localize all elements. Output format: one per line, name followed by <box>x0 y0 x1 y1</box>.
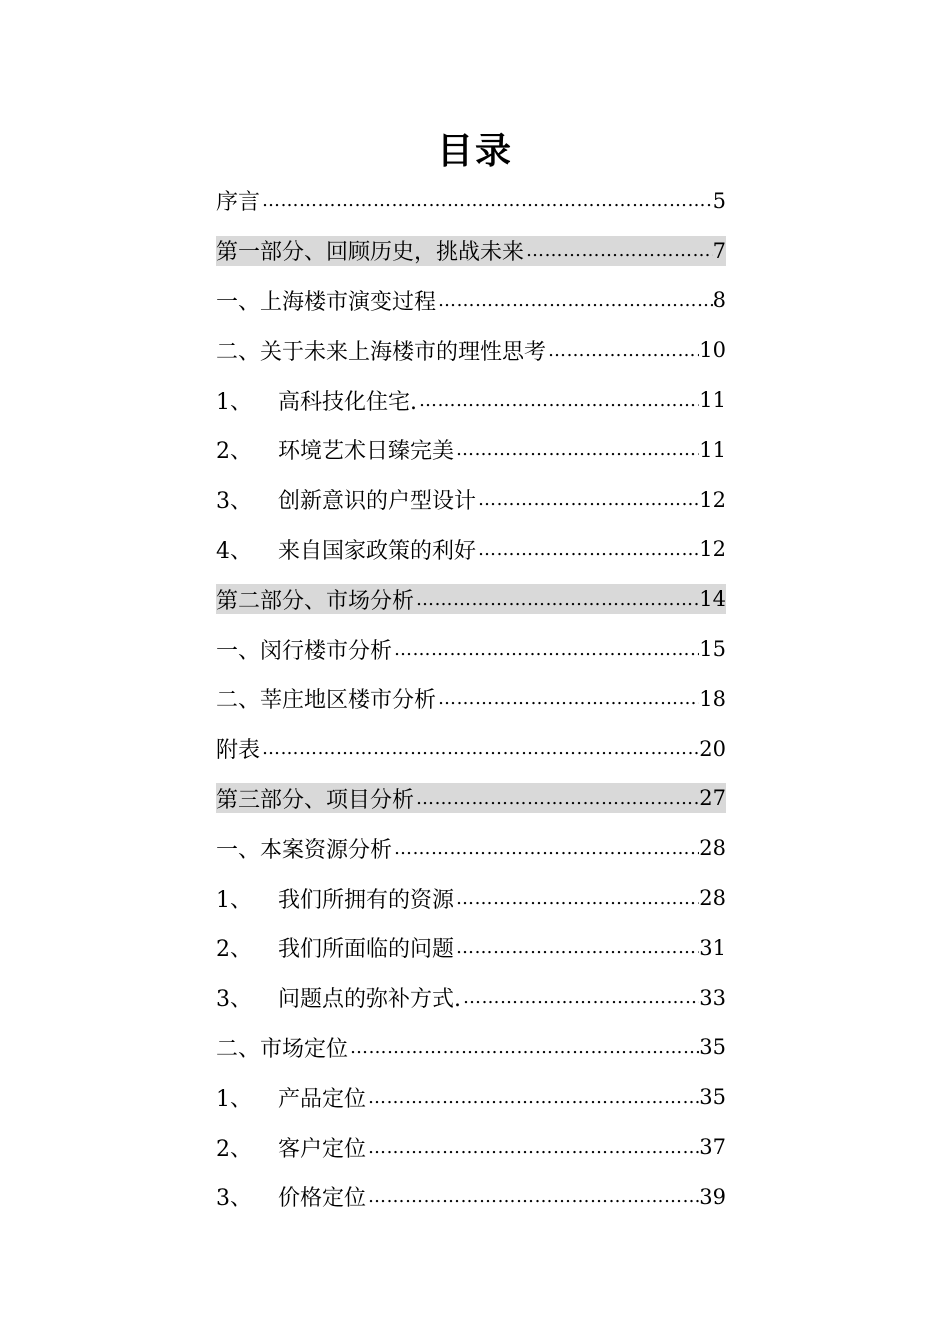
toc-entry-number: 2、 <box>216 439 252 465</box>
toc-entry[interactable] <box>216 873 726 923</box>
toc-part-entry[interactable] <box>216 574 726 624</box>
toc-entry-number: 1、 <box>216 389 252 415</box>
toc-page-number: 28 <box>699 836 726 861</box>
toc-entry-label: 创新意识的户型设计 <box>278 489 477 515</box>
toc-page-number: 39 <box>699 1184 726 1209</box>
toc-page-number: 12 <box>699 487 726 512</box>
toc-entry[interactable] <box>216 475 726 525</box>
toc-entry-label: 第三部分、项目分析 <box>216 787 415 813</box>
toc-dot-leader <box>454 888 699 909</box>
toc-page-number: 11 <box>699 437 726 462</box>
toc-entry-line <box>216 186 726 216</box>
toc-dot-leader <box>366 1186 699 1207</box>
toc-dot-leader <box>260 190 713 211</box>
toc-entry-line <box>216 1182 726 1212</box>
toc-entry-label: 一、本案资源分析 <box>216 837 393 863</box>
toc-page-number: 7 <box>712 238 726 263</box>
toc-dot-leader <box>476 539 699 560</box>
toc-entry-line <box>216 1032 726 1062</box>
toc-page-number: 14 <box>699 587 726 612</box>
toc-entry-number: 1、 <box>216 887 252 913</box>
toc-entry[interactable] <box>216 823 726 873</box>
toc-entry[interactable] <box>216 724 726 774</box>
toc-entry-label: 客户定位 <box>278 1136 367 1162</box>
toc-entry-label: 产品定位 <box>278 1086 367 1112</box>
toc-entry[interactable] <box>216 1072 726 1122</box>
toc-dot-leader <box>524 240 713 261</box>
toc-dot-leader <box>348 1037 699 1058</box>
toc-dot-leader <box>476 489 699 510</box>
toc-page-number: 27 <box>699 786 726 811</box>
toc-dot-leader <box>366 1137 699 1158</box>
toc-dot-leader <box>454 439 699 460</box>
toc-entry-label: 序言 <box>216 190 261 216</box>
toc-entry-number: 3、 <box>216 987 252 1013</box>
toc-entry-line <box>216 236 726 266</box>
toc-entry-number: 3、 <box>216 1186 252 1212</box>
toc-entry-label: 二、莘庄地区楼市分析 <box>216 688 437 714</box>
toc-entry[interactable] <box>216 176 726 226</box>
toc-entry-label: 附表 <box>216 738 261 764</box>
toc-entry-label: 问题点的弥补方式. <box>278 987 461 1013</box>
toc-entry-line <box>216 684 726 714</box>
toc-entry-label: 高科技化住宅. <box>278 389 417 415</box>
toc-entry-number: 4、 <box>216 538 252 564</box>
toc-entry-label: 二、市场定位 <box>216 1036 349 1062</box>
toc-entry-label: 一、上海楼市演变过程 <box>216 289 437 315</box>
toc-entry-line <box>216 634 726 664</box>
toc-dot-leader <box>414 788 699 809</box>
toc-page-number: 33 <box>699 985 726 1010</box>
toc-entry-line <box>216 1132 726 1162</box>
toc-dot-leader <box>414 589 699 610</box>
toc-entry[interactable] <box>216 1172 726 1222</box>
toc-entry-line <box>216 485 726 515</box>
toc-entry-line <box>216 584 726 614</box>
toc-entry-line <box>216 783 726 813</box>
toc-entry-line <box>216 933 726 963</box>
toc-entry-number: 2、 <box>216 937 252 963</box>
toc-entry-label: 一、闵行楼市分析 <box>216 638 393 664</box>
toc-entry-label: 第一部分、回顾历史，挑战未来 <box>216 240 525 266</box>
toc-page-number: 37 <box>699 1135 726 1160</box>
toc-entry[interactable] <box>216 973 726 1023</box>
toc-entry-label: 价格定位 <box>278 1186 367 1212</box>
toc-entry-number: 1、 <box>216 1086 252 1112</box>
toc-page-number: 18 <box>699 686 726 711</box>
toc-page-number: 5 <box>712 188 726 213</box>
toc-dot-leader <box>260 738 699 759</box>
toc-entry-line <box>216 734 726 764</box>
toc-entry-label: 第二部分、市场分析 <box>216 588 415 614</box>
toc-entry-line <box>216 883 726 913</box>
toc-page-number: 12 <box>699 537 726 562</box>
toc-page-number: 35 <box>699 1035 726 1060</box>
toc-dot-leader <box>461 987 699 1008</box>
toc-entry[interactable] <box>216 1122 726 1172</box>
toc-entry-number: 3、 <box>216 489 252 515</box>
toc-entry-label: 环境艺术日臻完美 <box>278 439 455 465</box>
toc-entry[interactable] <box>216 674 726 724</box>
toc-dot-leader <box>366 1087 699 1108</box>
toc-entry-line <box>216 983 726 1013</box>
toc-dot-leader <box>392 838 699 859</box>
table-of-contents <box>216 176 726 1222</box>
toc-entry[interactable] <box>216 325 726 375</box>
toc-dot-leader <box>436 688 699 709</box>
toc-page-number: 11 <box>699 388 726 413</box>
toc-entry-line <box>216 534 726 564</box>
toc-entry-label: 我们所拥有的资源 <box>278 887 455 913</box>
toc-entry-label: 二、关于未来上海楼市的理性思考 <box>216 339 547 365</box>
toc-entry-label: 来自国家政策的利好 <box>278 538 477 564</box>
toc-page-number: 8 <box>712 288 726 313</box>
toc-page-number: 31 <box>699 935 726 960</box>
toc-entry[interactable] <box>216 425 726 475</box>
toc-part-entry[interactable] <box>216 774 726 824</box>
toc-entry[interactable] <box>216 1023 726 1073</box>
toc-entry[interactable] <box>216 624 726 674</box>
toc-dot-leader <box>454 937 699 958</box>
toc-entry-label: 我们所面临的问题 <box>278 937 455 963</box>
toc-entry-line <box>216 385 726 415</box>
toc-dot-leader <box>417 390 699 411</box>
toc-entry-line <box>216 833 726 863</box>
toc-page-number: 35 <box>699 1085 726 1110</box>
toc-entry-number: 2、 <box>216 1136 252 1162</box>
toc-title: 目录 <box>436 131 513 172</box>
toc-entry[interactable] <box>216 923 726 973</box>
toc-dot-leader <box>546 340 699 361</box>
toc-entry-line <box>216 1082 726 1112</box>
toc-entry-line <box>216 285 726 315</box>
toc-entry[interactable] <box>216 525 726 575</box>
toc-entry[interactable] <box>216 276 726 326</box>
toc-page-number: 15 <box>699 637 726 662</box>
toc-page-number: 28 <box>699 886 726 911</box>
toc-dot-leader <box>436 290 713 311</box>
toc-part-entry[interactable] <box>216 226 726 276</box>
toc-page-number: 10 <box>699 338 726 363</box>
toc-dot-leader <box>392 639 699 660</box>
toc-entry[interactable] <box>216 375 726 425</box>
toc-entry-line <box>216 335 726 365</box>
toc-entry-line <box>216 435 726 465</box>
toc-page-number: 20 <box>699 736 726 761</box>
